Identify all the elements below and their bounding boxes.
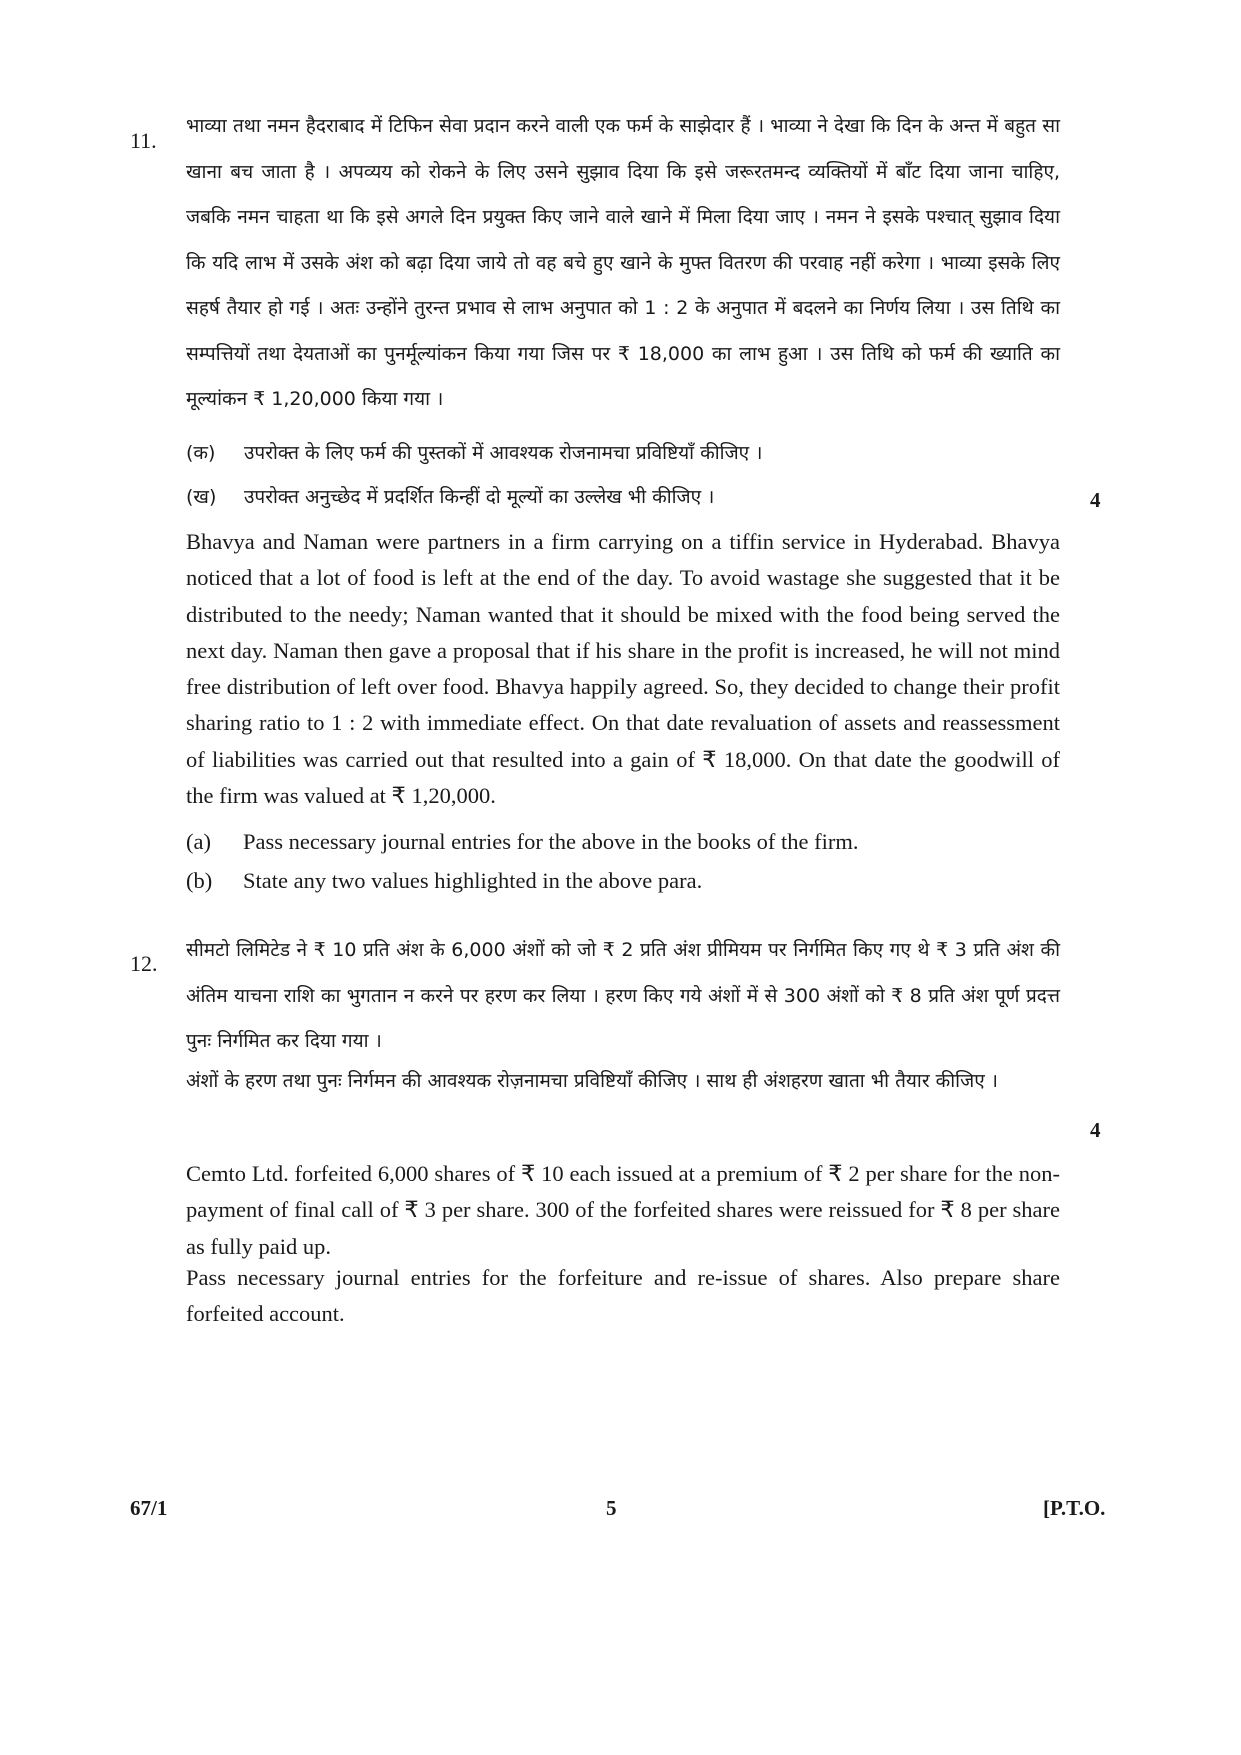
part-text: उपरोक्त अनुच्छेद में प्रदर्शित किन्हीं दो मूल्यों का उल्लेख भी कीजिए । bbox=[244, 486, 715, 508]
part-label: (b) bbox=[186, 868, 213, 893]
question-12-hindi-instruction: अंशों के हरण तथा पुनः निर्गमन की आवश्यक रोज़नामचा प्रविष्टियाँ कीजिए । साथ ही अंशहरण खाता भी तैयार कीजिए । bbox=[186, 1070, 998, 1092]
question-11-marks: 4 bbox=[1090, 488, 1101, 512]
please-turn-over: [P.T.O. bbox=[1043, 1496, 1106, 1520]
question-12-hindi-text: सीमटो लिमिटेड ने ₹ 10 प्रति अंश के 6,000 अंशों को जो ₹ 2 प्रति अंश प्रीमियम पर निर्गमित किए गए थे ₹ 3 प्रति अंश की अंतिम याचना राशि का भुगतान न करने पर हरण कर लिया । हरण किए गये अंशों में से 300 अंशों को ₹ 8 प्रति अंश पूर्ण प्रदत्त पुनः निर्गमित कर दिया गया । bbox=[186, 939, 1060, 1052]
part-text: उपरोक्त के लिए फर्म की पुस्तकों में आवश्यक रोजनामचा प्रविष्टियाँ कीजिए । bbox=[244, 442, 763, 464]
question-11-number: 11. bbox=[130, 128, 157, 153]
question-12-english-instruction: Pass necessary journal entries for the forfeiture and re-issue of shares. Also prepare share forfeited account. bbox=[186, 1265, 1060, 1327]
question-11-hindi-part-a bbox=[186, 431, 1060, 477]
part-label: (ख) bbox=[186, 486, 217, 508]
part-label: (a) bbox=[186, 829, 211, 854]
part-label: (क) bbox=[186, 442, 216, 464]
part-text: Pass necessary journal entries for the above in the books of the firm. bbox=[243, 829, 859, 854]
question-11-hindi-part-b bbox=[186, 475, 1060, 521]
question-11-hindi-text: भाव्या तथा नमन हैदराबाद में टिफिन सेवा प्रदान करने वाली एक फर्म के साझेदार हैं । भाव्या ने देखा कि दिन के अन्त में बहुत सा खाना बच जाता है । अपव्यय को रोकने के लिए उसने सुझाव दिया कि इसे जरूरतमन्द व्यक्तियों में बाँट दिया जाना चाहिए, जबकि नमन चाहता था कि इसे अगले दिन प्रयुक्त किए जाने वाले खाने में मिला दिया जाए । नमन ने इसके पश्चात् सुझाव दिया कि यदि लाभ में उसके अंश को बढ़ा दिया जाये तो वह बचे हुए खाने के मुफ्त वितरण की परवाह नहीं करेगा । भाव्या इसके लिए सहर्ष तैयार हो गई । अतः उन्होंने तुरन्त प्रभाव से लाभ अनुपात को 1 : 2 के अनुपात में बदलने का निर्णय लिया । उस तिथि का सम्पत्तियों तथा देयताओं का पुनर्मूल्यांकन किया गया जिस पर ₹ 18,000 का लाभ हुआ । उस तिथि को फर्म की ख्याति का मूल्यांकन ₹ 1,20,000 किया गया । bbox=[186, 115, 1060, 410]
page-number: 5 bbox=[606, 1496, 617, 1520]
part-text: State any two values highlighted in the above para. bbox=[243, 868, 703, 893]
question-11-english-part-b bbox=[186, 863, 1060, 899]
question-11-english-part-a bbox=[186, 824, 1060, 860]
question-12-number: 12. bbox=[130, 951, 158, 976]
question-12-marks: 4 bbox=[1090, 1118, 1101, 1142]
paper-code: 67/1 bbox=[130, 1496, 168, 1520]
question-12-english-text: Cemto Ltd. forfeited 6,000 shares of ₹ 10 each issued at a premium of ₹ 2 per share for the non-payment of final call of ₹ 3 per share. 300 of the forfeited shares were reissued for ₹ 8 per share as fully paid up. bbox=[186, 1161, 1060, 1259]
question-11-english-text: Bhavya and Naman were partners in a firm carrying on a tiffin service in Hyderabad. Bhavya noticed that a lot of food is left at the end of the day. To avoid wastage she suggested that it be distributed to the needy; Naman wanted that it should be mixed with the food being served the next day. Naman then gave a proposal that if his share in the profit is increased, he will not mind free distribution of left over food. Bhavya happily agreed. So, they decided to change their profit sharing ratio to 1 : 2 with immediate effect. On that date revaluation of assets and reassessment of liabilities was carried out that resulted into a gain of ₹ 18,000. On that date the goodwill of the firm was valued at ₹ 1,20,000. bbox=[186, 529, 1060, 809]
